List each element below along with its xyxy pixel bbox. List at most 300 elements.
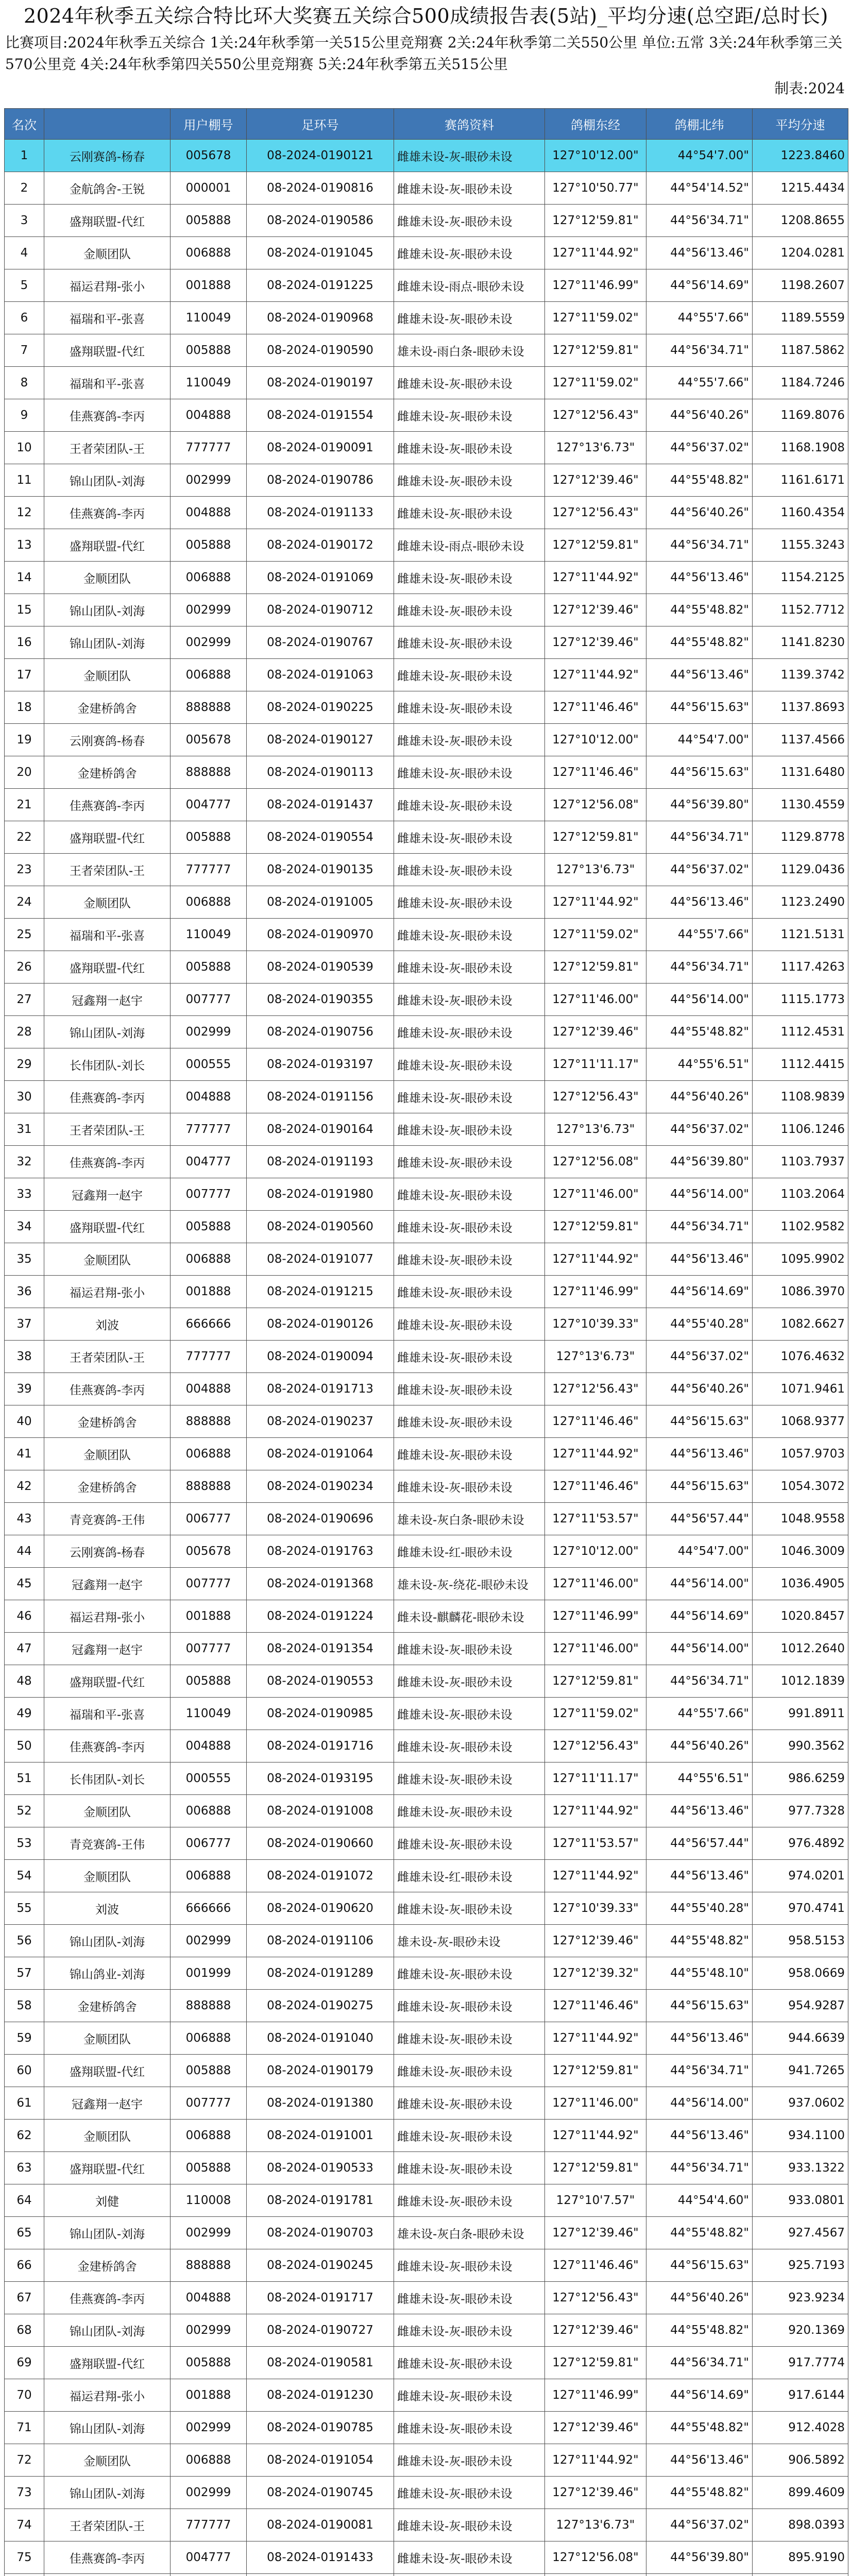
name-cell: 金建桥鸽舍 [44, 691, 171, 724]
ring-cell: 08-2024-0190553 [247, 1665, 394, 1698]
pigeon-info-cell: 雌雄未设-灰-眼砂未设 [394, 302, 545, 334]
table-row [5, 1276, 848, 1308]
rank-cell: 2 [5, 172, 44, 205]
rank-cell: 5 [5, 269, 44, 302]
user-id-cell: 006777 [171, 1827, 247, 1860]
pigeon-info-cell: 雌雄未设-灰-眼砂未设 [394, 756, 545, 789]
speed-cell: 1139.3742 [753, 659, 848, 691]
rank-cell: 47 [5, 1633, 44, 1665]
pigeon-info-cell: 雌雄未设-灰-眼砂未设 [394, 1762, 545, 1795]
pigeon-info-cell: 雌雄未设-灰-眼砂未设 [394, 367, 545, 399]
longitude-cell: 127°13'6.73" [545, 1113, 646, 1146]
ring-cell: 08-2024-0191781 [247, 2184, 394, 2217]
table-row [5, 659, 848, 691]
latitude-cell: 44°56'39.80" [646, 789, 753, 821]
speed-cell: 941.7265 [753, 2055, 848, 2087]
pigeon-info-cell: 雌雄未设-灰-眼砂未设 [394, 2412, 545, 2444]
pigeon-info-cell: 雌雄未设-灰-眼砂未设 [394, 789, 545, 821]
table-row [5, 1503, 848, 1535]
table-row [5, 529, 848, 562]
table-row [5, 497, 848, 529]
speed-cell: 1223.8460 [753, 140, 848, 172]
ring-cell: 08-2024-0191354 [247, 1633, 394, 1665]
rank-cell: 56 [5, 1925, 44, 1957]
rank-cell: 57 [5, 1957, 44, 1990]
table-row [5, 269, 848, 302]
speed-cell: 1012.2640 [753, 1633, 848, 1665]
longitude-cell: 127°11'11.17" [545, 1762, 646, 1795]
ring-cell: 08-2024-0191763 [247, 1535, 394, 1568]
speed-cell: 954.9287 [753, 1990, 848, 2022]
user-id-cell: 007777 [171, 984, 247, 1016]
rank-cell: 22 [5, 821, 44, 854]
rank-cell: 58 [5, 1990, 44, 2022]
longitude-cell: 127°13'6.73" [545, 1341, 646, 1373]
speed-cell: 917.6144 [753, 2379, 848, 2412]
speed-cell: 1169.8076 [753, 399, 848, 432]
user-id-cell: 004888 [171, 399, 247, 432]
latitude-cell: 44°55'6.51" [646, 1762, 753, 1795]
latitude-cell: 44°56'15.63" [646, 1990, 753, 2022]
pigeon-info-cell: 雌雄未设-灰-眼砂未设 [394, 1957, 545, 1990]
speed-cell: 1129.0436 [753, 854, 848, 886]
pigeon-info-cell: 雌雄未设-灰-眼砂未设 [394, 1665, 545, 1698]
latitude-cell: 44°56'40.26" [646, 1730, 753, 1762]
table-row [5, 399, 848, 432]
rank-cell: 50 [5, 1730, 44, 1762]
rank-cell: 66 [5, 2249, 44, 2282]
longitude-cell: 127°11'53.57" [545, 1503, 646, 1535]
latitude-cell: 44°56'34.71" [646, 529, 753, 562]
latitude-cell: 44°55'6.51" [646, 1048, 753, 1081]
ring-cell: 08-2024-0191008 [247, 1795, 394, 1827]
ring-cell: 08-2024-0191193 [247, 1146, 394, 1178]
longitude-cell: 127°10'12.00" [545, 1535, 646, 1568]
user-id-cell: 004888 [171, 497, 247, 529]
speed-cell: 1208.8655 [753, 205, 848, 237]
name-cell: 王者荣团队-王 [44, 2509, 171, 2541]
report-title: 2024年秋季五关综合特比环大奖赛五关综合500成绩报告表(5站)_平均分速(总空距/总时长) [23, 5, 829, 27]
ring-cell: 08-2024-0190081 [247, 2509, 394, 2541]
name-cell: 盛翔联盟-代红 [44, 2152, 171, 2184]
name-cell: 盛翔联盟-代红 [44, 2055, 171, 2087]
pigeon-info-cell: 雌雄未设-灰-眼砂未设 [394, 172, 545, 205]
table-row [5, 2120, 848, 2152]
name-cell: 福瑞和平-张喜 [44, 367, 171, 399]
name-cell: 福运君翔-张小 [44, 1276, 171, 1308]
user-id-cell: 666666 [171, 1308, 247, 1341]
latitude-cell: 44°55'40.28" [646, 1308, 753, 1341]
pigeon-info-cell: 雌雄未设-灰-眼砂未设 [394, 724, 545, 756]
table-row [5, 2347, 848, 2379]
ring-cell: 08-2024-0191005 [247, 886, 394, 919]
ring-cell: 08-2024-0190620 [247, 1892, 394, 1925]
speed-cell: 937.0602 [753, 2087, 848, 2120]
table-row [5, 1081, 848, 1113]
name-cell: 云刚赛鸽-杨春 [44, 724, 171, 756]
speed-cell: 1152.7712 [753, 594, 848, 626]
speed-cell: 977.7328 [753, 1795, 848, 1827]
rank-cell: 51 [5, 1762, 44, 1795]
table-row [5, 1698, 848, 1730]
pigeon-info-cell: 雌雄未设-灰-眼砂未设 [394, 2120, 545, 2152]
speed-cell: 1141.8230 [753, 626, 848, 659]
rank-cell: 52 [5, 1795, 44, 1827]
longitude-cell: 127°10'39.33" [545, 1308, 646, 1341]
pigeon-info-cell: 雌雄未设-灰-眼砂未设 [394, 1211, 545, 1243]
rank-cell: 26 [5, 951, 44, 984]
name-cell: 佳燕赛鸽-李丙 [44, 399, 171, 432]
rank-cell: 68 [5, 2314, 44, 2347]
pigeon-info-cell: 雌雄未设-灰-眼砂未设 [394, 951, 545, 984]
rank-cell: 71 [5, 2412, 44, 2444]
user-id-cell: 777777 [171, 1113, 247, 1146]
ring-cell: 08-2024-0191215 [247, 1276, 394, 1308]
latitude-cell: 44°56'40.26" [646, 1373, 753, 1405]
ring-cell: 08-2024-0190275 [247, 1990, 394, 2022]
name-cell: 锦山团队-刘海 [44, 2412, 171, 2444]
latitude-cell: 44°56'13.46" [646, 1438, 753, 1470]
pigeon-info-cell: 雄未设-灰白条-眼砂未设 [394, 1503, 545, 1535]
ring-cell: 08-2024-0190234 [247, 1470, 394, 1503]
user-id-cell: 001888 [171, 2379, 247, 2412]
longitude-cell: 127°11'46.46" [545, 1405, 646, 1438]
latitude-cell: 44°54'7.00" [646, 724, 753, 756]
longitude-cell: 127°12'59.81" [545, 2055, 646, 2087]
ring-cell: 08-2024-0190816 [247, 172, 394, 205]
table-row [5, 691, 848, 724]
pigeon-info-cell: 雌雄未设-灰-眼砂未设 [394, 2022, 545, 2055]
pigeon-info-cell: 雌雄未设-灰-眼砂未设 [394, 1308, 545, 1341]
ring-cell: 08-2024-0190121 [247, 140, 394, 172]
user-id-cell: 000001 [171, 172, 247, 205]
table-row [5, 626, 848, 659]
table-row [5, 1016, 848, 1048]
name-cell: 金顺团队 [44, 237, 171, 269]
name-cell: 金顺团队 [44, 2444, 171, 2477]
ring-cell: 08-2024-0190767 [247, 626, 394, 659]
name-cell: 冠鑫翔一赵宇 [44, 1178, 171, 1211]
speed-cell: 1198.2607 [753, 269, 848, 302]
longitude-cell: 127°11'46.46" [545, 691, 646, 724]
table-row [5, 2444, 848, 2477]
name-cell: 佳燕赛鸽-李丙 [44, 497, 171, 529]
user-id-cell: 000555 [171, 1048, 247, 1081]
name-cell: 锦山团队-刘海 [44, 464, 171, 497]
table-row [5, 2379, 848, 2412]
longitude-cell: 127°12'39.46" [545, 1925, 646, 1957]
longitude-cell: 127°12'59.81" [545, 334, 646, 367]
speed-cell: 1020.8457 [753, 1600, 848, 1633]
ring-cell: 08-2024-0193197 [247, 1048, 394, 1081]
latitude-cell: 44°55'48.82" [646, 1016, 753, 1048]
ring-cell: 08-2024-0190245 [247, 2249, 394, 2282]
latitude-cell: 44°56'34.71" [646, 2055, 753, 2087]
longitude-cell: 127°11'46.99" [545, 1276, 646, 1308]
longitude-cell: 127°12'56.43" [545, 1730, 646, 1762]
pigeon-info-cell: 雌雄未设-灰-眼砂未设 [394, 2152, 545, 2184]
pigeon-info-cell: 雌雄未设-灰-眼砂未设 [394, 2249, 545, 2282]
user-id-cell: 777777 [171, 2509, 247, 2541]
latitude-cell: 44°56'15.63" [646, 1405, 753, 1438]
pigeon-info-cell: 雄未设-灰白条-眼砂未设 [394, 2217, 545, 2249]
user-id-cell: 005678 [171, 1535, 247, 1568]
pigeon-info-cell: 雌雄未设-灰-眼砂未设 [394, 626, 545, 659]
latitude-cell: 44°56'14.69" [646, 2379, 753, 2412]
name-cell: 盛翔联盟-代红 [44, 1211, 171, 1243]
name-cell: 锦山团队-刘海 [44, 1016, 171, 1048]
latitude-cell: 44°56'57.44" [646, 1503, 753, 1535]
name-cell: 金顺团队 [44, 1860, 171, 1892]
longitude-cell: 127°11'44.92" [545, 659, 646, 691]
latitude-cell: 44°56'34.71" [646, 2152, 753, 2184]
speed-cell: 970.4741 [753, 1892, 848, 1925]
table-row [5, 1665, 848, 1698]
rank-cell: 48 [5, 1665, 44, 1698]
speed-cell: 944.6639 [753, 2022, 848, 2055]
latitude-cell: 44°56'14.69" [646, 269, 753, 302]
user-id-cell: 006888 [171, 1438, 247, 1470]
rank-cell: 59 [5, 2022, 44, 2055]
user-id-cell: 004888 [171, 2282, 247, 2314]
speed-cell: 990.3562 [753, 1730, 848, 1762]
rank-cell: 1 [5, 140, 44, 172]
pigeon-info-cell: 雌雄未设-灰-眼砂未设 [394, 1178, 545, 1211]
table-row [5, 2541, 848, 2574]
speed-cell: 1115.1773 [753, 984, 848, 1016]
table-row [5, 1438, 848, 1470]
speed-cell: 1155.3243 [753, 529, 848, 562]
name-cell: 福瑞和平-张喜 [44, 919, 171, 951]
ring-cell: 08-2024-0191072 [247, 1860, 394, 1892]
user-id-cell: 888888 [171, 2249, 247, 2282]
speed-cell: 1046.3009 [753, 1535, 848, 1568]
made-by: 制表:2024 [774, 80, 845, 97]
name-cell: 金顺团队 [44, 2120, 171, 2152]
longitude-cell: 127°13'6.73" [545, 854, 646, 886]
longitude-cell: 127°12'39.46" [545, 626, 646, 659]
rank-cell: 21 [5, 789, 44, 821]
pigeon-info-cell: 雌雄未设-灰-眼砂未设 [394, 2282, 545, 2314]
longitude-cell: 127°11'44.92" [545, 2120, 646, 2152]
ring-cell: 08-2024-0191716 [247, 1730, 394, 1762]
longitude-cell: 127°11'46.99" [545, 1600, 646, 1633]
table-row [5, 1405, 848, 1438]
user-id-cell: 777777 [171, 432, 247, 464]
rank-cell: 30 [5, 1081, 44, 1113]
pigeon-info-cell: 雌雄未设-灰-眼砂未设 [394, 984, 545, 1016]
latitude-cell: 44°56'37.02" [646, 2509, 753, 2541]
ring-cell: 08-2024-0190968 [247, 302, 394, 334]
rank-cell: 31 [5, 1113, 44, 1146]
latitude-cell: 44°55'7.66" [646, 919, 753, 951]
name-cell: 盛翔联盟-代红 [44, 821, 171, 854]
pigeon-info-cell: 雌雄未设-灰-眼砂未设 [394, 2314, 545, 2347]
speed-cell: 1204.0281 [753, 237, 848, 269]
table-row [5, 919, 848, 951]
pigeon-info-cell: 雌雄未设-灰-眼砂未设 [394, 919, 545, 951]
rank-cell: 4 [5, 237, 44, 269]
user-id-cell: 888888 [171, 756, 247, 789]
table-row [5, 724, 848, 756]
longitude-cell: 127°12'39.46" [545, 594, 646, 626]
name-cell: 金顺团队 [44, 562, 171, 594]
name-cell: 冠鑫翔一赵宇 [44, 2087, 171, 2120]
speed-cell: 899.4609 [753, 2477, 848, 2509]
latitude-cell: 44°56'14.00" [646, 1633, 753, 1665]
latitude-cell: 44°56'13.46" [646, 562, 753, 594]
speed-cell: 895.9190 [753, 2541, 848, 2574]
pigeon-info-cell: 雌雄未设-灰-眼砂未设 [394, 497, 545, 529]
pigeon-info-cell: 雌雄未设-灰-眼砂未设 [394, 1373, 545, 1405]
user-id-cell: 006888 [171, 1795, 247, 1827]
ring-cell: 08-2024-0191069 [247, 562, 394, 594]
longitude-cell: 127°13'6.73" [545, 2509, 646, 2541]
name-cell: 佳燕赛鸽-李丙 [44, 2282, 171, 2314]
table-row [5, 1925, 848, 1957]
pigeon-info-cell: 雌雄未设-灰-眼砂未设 [394, 594, 545, 626]
latitude-cell: 44°55'48.82" [646, 626, 753, 659]
rank-cell: 11 [5, 464, 44, 497]
ring-cell: 08-2024-0190554 [247, 821, 394, 854]
rank-cell: 15 [5, 594, 44, 626]
latitude-cell: 44°56'37.02" [646, 854, 753, 886]
user-id-cell: 888888 [171, 691, 247, 724]
header-ring: 足环号 [247, 109, 394, 140]
ring-cell: 08-2024-0191045 [247, 237, 394, 269]
user-id-cell [171, 2574, 247, 2576]
ring-cell: 08-2024-0190660 [247, 1827, 394, 1860]
name-cell: 青竞赛鸽-王伟 [44, 1827, 171, 1860]
pigeon-info-cell: 雌未设-麒麟花-眼砂未设 [394, 1600, 545, 1633]
user-id-cell: 005678 [171, 724, 247, 756]
user-id-cell: 005888 [171, 821, 247, 854]
pigeon-info-cell: 雌雄未设-灰-眼砂未设 [394, 2347, 545, 2379]
user-id-cell: 006888 [171, 2444, 247, 2477]
name-cell: 佳燕赛鸽-李丙 [44, 1730, 171, 1762]
rank-cell: 44 [5, 1535, 44, 1568]
speed-cell: 1012.1839 [753, 1665, 848, 1698]
latitude-cell: 44°56'15.63" [646, 1470, 753, 1503]
ring-cell: 08-2024-0190786 [247, 464, 394, 497]
name-cell [44, 2574, 171, 2576]
latitude-cell: 44°56'34.71" [646, 951, 753, 984]
latitude-cell: 44°54'7.00" [646, 140, 753, 172]
longitude-cell: 127°11'44.92" [545, 1243, 646, 1276]
name-cell: 金建桥鸽舍 [44, 756, 171, 789]
speed-cell: 1154.2125 [753, 562, 848, 594]
longitude-cell: 127°12'39.46" [545, 2477, 646, 2509]
speed-cell: 927.4567 [753, 2217, 848, 2249]
pigeon-info-cell: 雌雄未设-灰-眼砂未设 [394, 432, 545, 464]
table-row [5, 237, 848, 269]
latitude-cell: 44°55'7.66" [646, 367, 753, 399]
pigeon-info-cell: 雌雄未设-灰-眼砂未设 [394, 1113, 545, 1146]
rank-cell: 27 [5, 984, 44, 1016]
ring-cell: 08-2024-0190586 [247, 205, 394, 237]
latitude-cell: 44°56'34.71" [646, 1211, 753, 1243]
speed-cell: 912.4028 [753, 2412, 848, 2444]
name-cell: 金建桥鸽舍 [44, 1405, 171, 1438]
name-cell: 冠鑫翔一赵宇 [44, 984, 171, 1016]
ring-cell: 08-2024-0190696 [247, 1503, 394, 1535]
speed-cell: 1057.9703 [753, 1438, 848, 1470]
speed-cell: 1137.4566 [753, 724, 848, 756]
table-row [5, 562, 848, 594]
speed-cell: 920.1369 [753, 2314, 848, 2347]
pigeon-info-cell: 雌雄未设-灰-眼砂未设 [394, 2379, 545, 2412]
race-info: 比赛项目:2024年秋季五关综合 1关:24年秋季第一关515公里竞翔赛 2关:24年秋季第二关550公里 单位:五常 3关:24年秋季第三关570公里竞 4关:24年秋季第四关550公里竞翔赛 5关:24年秋季第五关515公里 [5, 34, 843, 73]
rank-cell: 41 [5, 1438, 44, 1470]
speed-cell: 1137.8693 [753, 691, 848, 724]
rank-cell: 25 [5, 919, 44, 951]
user-id-cell: 001999 [171, 1957, 247, 1990]
user-id-cell: 110008 [171, 2184, 247, 2217]
ring-cell: 08-2024-0191077 [247, 1243, 394, 1276]
header-name [44, 109, 171, 140]
user-id-cell: 006777 [171, 1503, 247, 1535]
longitude-cell: 127°12'56.43" [545, 497, 646, 529]
table-row [5, 1860, 848, 1892]
table-row [5, 1146, 848, 1178]
table-row [5, 302, 848, 334]
ring-cell: 08-2024-0190225 [247, 691, 394, 724]
latitude-cell: 44°56'40.26" [646, 399, 753, 432]
user-id-cell: 004888 [171, 1373, 247, 1405]
rank-cell: 72 [5, 2444, 44, 2477]
rank-cell: 69 [5, 2347, 44, 2379]
latitude-cell: 44°56'14.69" [646, 1600, 753, 1633]
longitude-cell: 127°12'39.46" [545, 2412, 646, 2444]
table-body [5, 140, 848, 2576]
table-row [5, 2282, 848, 2314]
latitude-cell: 44°55'40.28" [646, 1892, 753, 1925]
rank-cell: 28 [5, 1016, 44, 1048]
user-id-cell: 002999 [171, 1016, 247, 1048]
longitude-cell: 127°11'44.92" [545, 886, 646, 919]
user-id-cell: 006888 [171, 886, 247, 919]
rank-cell: 6 [5, 302, 44, 334]
ring-cell: 08-2024-0190237 [247, 1405, 394, 1438]
longitude-cell: 127°12'59.81" [545, 2347, 646, 2379]
longitude-cell: 127°12'59.81" [545, 2152, 646, 2184]
pigeon-info-cell: 雌雄未设-灰-眼砂未设 [394, 1827, 545, 1860]
header-pigeon-info: 赛鸽资料 [394, 109, 545, 140]
pigeon-info-cell: 雄未设-雨白条-眼砂未设 [394, 334, 545, 367]
name-cell: 冠鑫翔一赵宇 [44, 1568, 171, 1600]
speed-cell: 933.0801 [753, 2184, 848, 2217]
ring-cell: 08-2024-0191064 [247, 1438, 394, 1470]
table-row [5, 2477, 848, 2509]
ring-cell: 08-2024-0190172 [247, 529, 394, 562]
name-cell: 锦山团队-刘海 [44, 2477, 171, 2509]
table-row [5, 1990, 848, 2022]
table-row [5, 1048, 848, 1081]
longitude-cell: 127°11'59.02" [545, 1698, 646, 1730]
rank-cell: 39 [5, 1373, 44, 1405]
pigeon-info-cell: 雌雄未设-灰-眼砂未设 [394, 1016, 545, 1048]
rank-cell: 75 [5, 2541, 44, 2574]
ring-cell: 08-2024-0191040 [247, 2022, 394, 2055]
rank-cell: 54 [5, 1860, 44, 1892]
user-id-cell: 002999 [171, 1925, 247, 1957]
rank-cell: 18 [5, 691, 44, 724]
user-id-cell: 007777 [171, 1178, 247, 1211]
longitude-cell: 127°11'11.17" [545, 1048, 646, 1081]
table-row [5, 1568, 848, 1600]
name-cell: 福瑞和平-张喜 [44, 1698, 171, 1730]
latitude-cell: 44°56'15.63" [646, 691, 753, 724]
